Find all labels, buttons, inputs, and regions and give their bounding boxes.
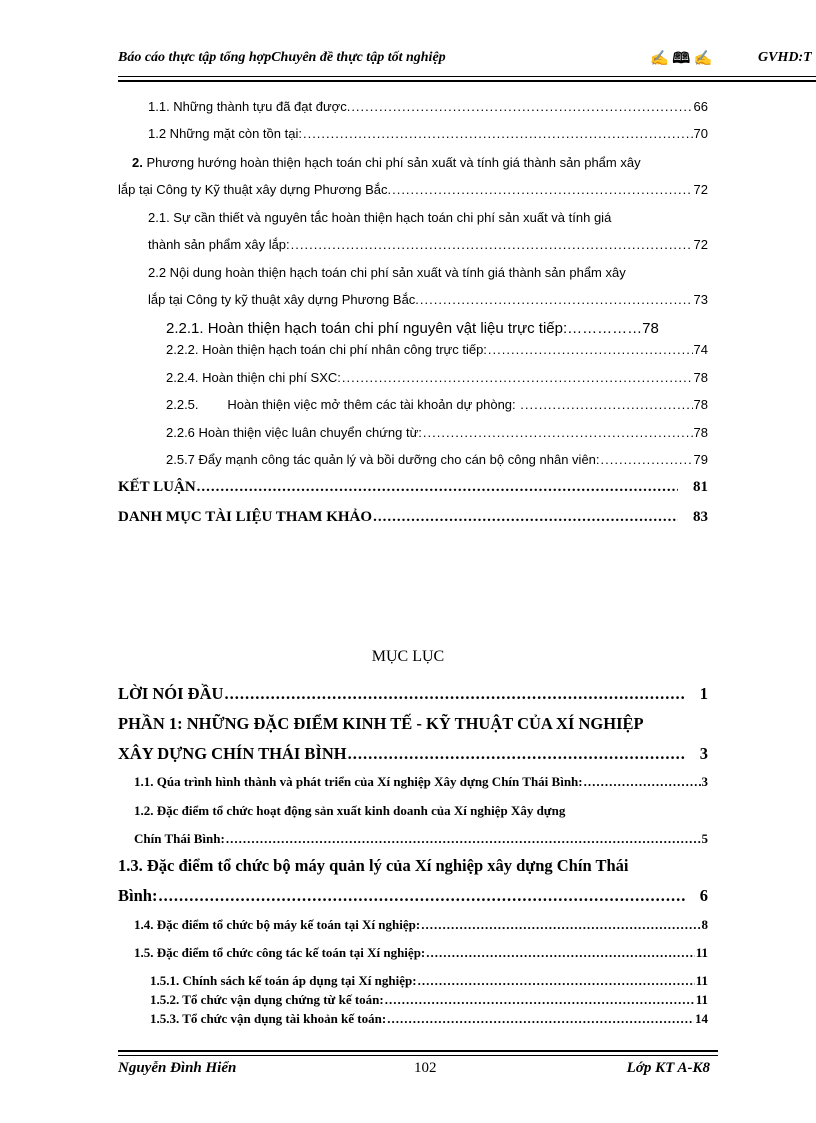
- toc-entry-part1: [118, 744, 708, 764]
- footer-rule: [118, 1050, 718, 1056]
- toc-leader: [420, 292, 693, 307]
- toc-entry-page: 11: [695, 992, 708, 1007]
- toc-entry-page: 6: [699, 886, 708, 905]
- footer-page-number: 102: [414, 1060, 437, 1076]
- header-rule: [118, 76, 816, 82]
- toc-entry-page: 72: [693, 237, 708, 252]
- page-footer: [118, 1060, 718, 1080]
- toc-entry-number: 2.: [132, 155, 143, 170]
- toc-entry: [166, 397, 708, 412]
- toc-entry: [148, 237, 708, 252]
- toc-entry: [150, 1011, 708, 1027]
- toc-entry-text: 1.2 Những mặt còn tồn tại:: [148, 126, 302, 141]
- header-ornament-icon: ✍ 🕮 ✍: [650, 51, 713, 67]
- toc-entry: [134, 917, 708, 933]
- toc-entry-text: lắp tại Công ty Kỹ thuật xây dựng Phương Bắc.: [118, 182, 392, 197]
- toc-entry: [118, 182, 708, 197]
- toc-entry-page: 66: [693, 99, 708, 114]
- toc-entry-page: 3: [701, 774, 708, 789]
- toc-entry-line-1: 2.1. Sự cần thiết và nguyên tắc hoàn thiện hạch toán chi phí sản xuất và tính giá: [148, 210, 612, 225]
- toc-leader: [291, 237, 693, 252]
- toc-entry-text: KẾT LUẬN: [118, 479, 196, 495]
- toc-entry-page: 5: [701, 831, 708, 846]
- toc-leader: [197, 479, 678, 496]
- toc-entry: [118, 886, 708, 906]
- toc-entry-page: 78: [642, 320, 659, 337]
- toc-leader: [226, 831, 701, 847]
- toc-entry-page: 79: [693, 452, 708, 467]
- toc-entry-text: 1.1. Qúa trình hình thành và phát triển của Xí nghiệp Xây dựng Chín Thái Bình:: [134, 774, 583, 789]
- toc-entry-text: Phương hướng hoàn thiện hạch toán chi phí sản xuất và tính giá thành sản phẩm xây: [142, 155, 641, 170]
- toc-entry-page: 72: [693, 182, 708, 197]
- toc-leader: [224, 684, 684, 704]
- toc-entry-line-1: PHẦN 1: NHỮNG ĐẶC ĐIỂM KINH TẾ - KỸ THUẬT CỦA XÍ NGHIỆP: [118, 714, 644, 733]
- toc-leader: [423, 425, 693, 440]
- toc-entry-text: 2.2.2. Hoàn thiện hạch toán chi phí nhân công trực tiếp:: [166, 342, 487, 357]
- toc-entry: [134, 945, 708, 961]
- toc-entry-page: 1: [699, 684, 708, 703]
- toc-entry: [150, 973, 708, 989]
- toc-entry-text: 2.2.5. Hoàn thiện việc mở thêm các tài khoản dự phòng:: [166, 397, 520, 412]
- toc-leader: [421, 917, 700, 933]
- toc-entry-text: 1.5.1. Chính sách kế toán áp dụng tại Xí nghiệp:: [150, 973, 417, 988]
- toc-entry-text: 1.5.2. Tổ chức vận dụng chứng từ kế toán:: [150, 992, 384, 1007]
- toc-entry: [166, 342, 708, 357]
- toc-entry-page: 81: [693, 479, 708, 495]
- toc-entry-text: LỜI NÓI ĐẦU: [118, 684, 224, 703]
- toc-entry-page: 11: [695, 973, 708, 988]
- toc-entry-page: 73: [693, 292, 708, 307]
- toc-entry: [148, 292, 708, 307]
- toc-entry-preface: [118, 684, 708, 704]
- toc-entry-text: DANH MỤC TÀI LIỆU THAM KHẢO: [118, 509, 373, 525]
- toc-entry-line-1: [132, 155, 641, 170]
- toc-leader: [392, 182, 692, 197]
- toc-entry-text: 1.4. Đặc điểm tổ chức bộ máy kế toán tại Xí nghiệp:: [134, 917, 421, 932]
- toc-entry-line-1: 2.2 Nội dung hoàn thiện hạch toán chi phí sản xuất và tính giá thành sản phẩm xây: [148, 265, 626, 280]
- toc-leader: [373, 509, 678, 526]
- toc-entry-text: lắp tại Công ty kỹ thuật xây dựng Phương Bắc.: [148, 292, 419, 307]
- toc-entry: [150, 992, 708, 1008]
- toc-leader: [385, 992, 695, 1008]
- toc-entry: [148, 99, 708, 114]
- toc-leader: [418, 973, 695, 989]
- toc-entry-page: 83: [693, 509, 708, 525]
- footer-class: Lớp KT A-K8: [626, 1060, 710, 1076]
- toc-entry-conclusion: [118, 479, 708, 496]
- toc-leader: [387, 1011, 694, 1027]
- toc-entry-page: 74: [693, 342, 708, 357]
- toc-entry-text: 2.5.7 Đẩy mạnh công tác quản lý và bồi dưỡng cho cán bộ công nhân viên:: [166, 452, 600, 467]
- toc-entry: [134, 831, 708, 847]
- toc-entry: [148, 126, 708, 141]
- toc-leader: [601, 452, 693, 467]
- toc-entry-references: [118, 509, 708, 526]
- toc-entry-text: Chín Thái Bình:: [134, 831, 225, 846]
- toc-entry-text: 1.5.3. Tổ chức vận dụng tài khoản kế toán:: [150, 1011, 387, 1026]
- toc-entry-page: 14: [695, 1011, 708, 1026]
- toc-entry-text: 2.2.4. Hoàn thiện chi phí SXC:: [166, 370, 341, 385]
- toc-leader: [303, 126, 693, 141]
- toc-entry-page: 8: [701, 917, 708, 932]
- toc-title: MỤC LỤC: [371, 648, 445, 665]
- toc-entry: [166, 370, 708, 385]
- toc-entry-text: thành sản phẩm xây lắp:: [148, 237, 290, 252]
- toc-entry: [166, 452, 708, 467]
- toc-entry: [166, 320, 708, 337]
- toc-entry-page: 78: [693, 425, 708, 440]
- toc-leader: [584, 774, 701, 790]
- toc-entry-line-1: 1.3. Đặc điểm tổ chức bộ máy quản lý của Xí nghiệp xây dựng Chín Thái: [118, 856, 629, 875]
- toc-entry-page: 3: [699, 744, 708, 763]
- toc-entry: [166, 425, 708, 440]
- header-title: Báo cáo thực tập tổng hợpChuyên đề thực tập tốt nghiệp: [118, 50, 446, 65]
- page-header: [118, 48, 816, 70]
- toc-leader: [348, 744, 685, 764]
- toc-entry-text: 2.2.1. Hoàn thiện hạch toán chi phí nguyên vật liệu trực tiếp:……………: [166, 320, 643, 337]
- toc-entry-text: 1.5. Đặc điểm tổ chức công tác kế toán tại Xí nghiệp:: [134, 945, 426, 960]
- toc-entry-page: 70: [693, 126, 708, 141]
- toc-leader: [520, 397, 692, 412]
- toc-entry-line-1: 1.2. Đặc điểm tổ chức hoạt động sản xuất kinh doanh của Xí nghiệp Xây dựng: [134, 803, 566, 818]
- toc-entry-page: 78: [693, 370, 708, 385]
- header-supervisor: GVHD:T: [758, 50, 812, 65]
- toc-entry-page: 78: [693, 397, 708, 412]
- toc-leader: [488, 342, 693, 357]
- toc-entry-text: 1.1. Những thành tựu đã đạt được.: [148, 99, 351, 114]
- toc-entry-text: XÂY DỰNG CHÍN THÁI BÌNH: [118, 744, 347, 763]
- toc-entry: [134, 774, 708, 790]
- toc-leader: [351, 99, 692, 114]
- toc-entry-page: 11: [695, 945, 708, 960]
- footer-author: Nguyễn Đình Hiển: [118, 1060, 237, 1076]
- toc-entry-text: 2.2.6 Hoàn thiện việc luân chuyển chứng từ:: [166, 425, 422, 440]
- toc-leader: [158, 886, 684, 906]
- toc-leader: [426, 945, 694, 961]
- toc-leader: [342, 370, 693, 385]
- toc-entry-text: Bình:: [118, 886, 158, 905]
